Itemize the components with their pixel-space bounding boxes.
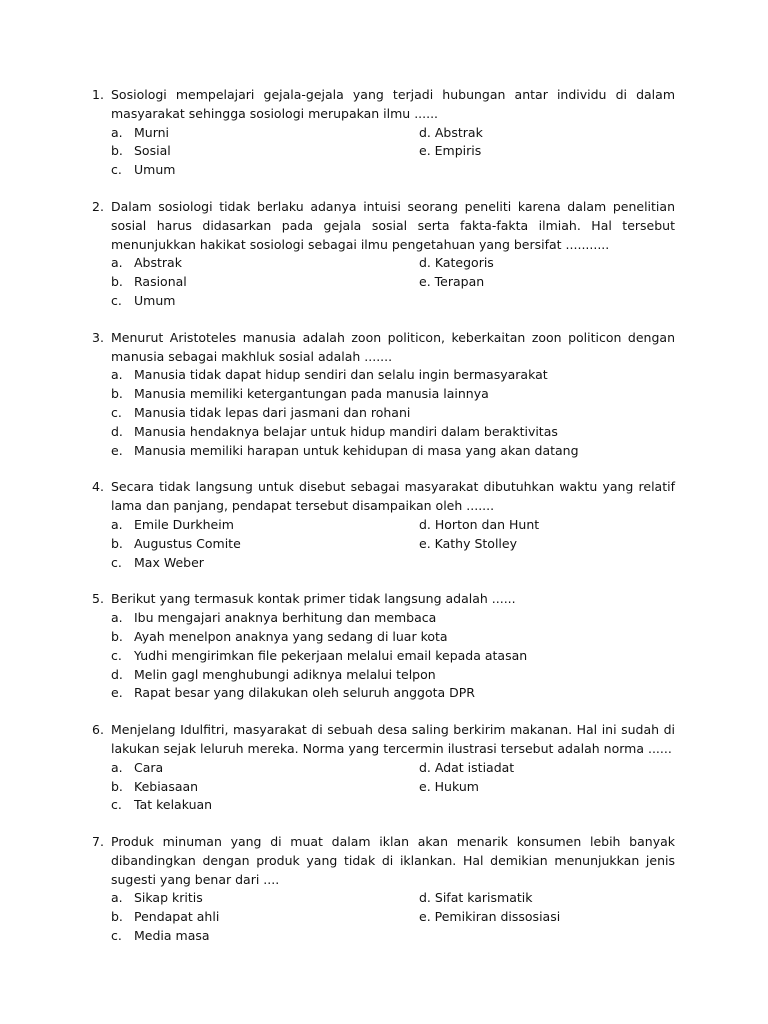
question-number: 5.: [92, 591, 104, 607]
question-5: [92, 590, 675, 703]
option-letter: e.: [111, 442, 123, 458]
answer-option: [419, 796, 675, 815]
option-letter: a.: [111, 610, 123, 626]
answer-option: [111, 908, 419, 927]
answer-option: [111, 778, 419, 797]
option-text: Melin gagl menghubungi adiknya melalui telpon: [134, 666, 436, 682]
question-text: Secara tidak langsung untuk disebut sebagai masyarakat dibutuhkan waktu yang relatif lama dan panjang, pendapat tersebut disampaikan oleh .......: [111, 479, 675, 514]
option-letter: a.: [111, 255, 123, 271]
option-letter: c.: [111, 162, 122, 178]
answer-option: e. Pemikiran dissosiasi: [419, 909, 561, 925]
question-number: 1.: [92, 87, 104, 102]
option-letter: c.: [111, 647, 122, 663]
answer-option: e. Kathy Stolley: [419, 535, 517, 551]
question-6: [92, 721, 675, 815]
option-text: Manusia memiliki harapan untuk kehidupan di masa yang akan datang: [134, 442, 579, 458]
option-letter: c.: [111, 554, 122, 570]
answer-options: [111, 124, 675, 180]
question-number: 6.: [92, 722, 104, 738]
option-text: Ibu mengajari anaknya berhitung dan membaca: [134, 610, 437, 626]
answer-option: [111, 161, 419, 180]
answer-option: [111, 423, 675, 442]
answer-option: [111, 759, 419, 778]
answer-option: [419, 927, 675, 946]
option-text: Yudhi mengirimkan file pekerjaan melalui email kepada atasan: [134, 647, 528, 663]
answer-option: [111, 254, 419, 273]
question-1: [92, 86, 675, 180]
option-letter: b.: [111, 274, 123, 290]
option-letter: a.: [111, 367, 123, 383]
option-letter: b.: [111, 778, 123, 794]
question-number: 4.: [92, 479, 104, 495]
answer-option: [111, 516, 419, 535]
question-3: [92, 329, 675, 461]
option-text: Manusia hendaknya belajar untuk hidup mandiri dalam beraktivitas: [134, 423, 558, 439]
option-text: Umum: [134, 162, 176, 178]
answer-options: [111, 516, 675, 572]
answer-option: [111, 889, 419, 908]
answer-option: [111, 796, 419, 815]
answer-option: e. Hukum: [419, 778, 479, 794]
answer-options: [111, 759, 675, 815]
answer-options: [111, 254, 675, 310]
question-7: [92, 833, 675, 946]
answer-option: [111, 142, 419, 161]
answer-option: [419, 554, 675, 573]
question-text: Produk minuman yang di muat dalam iklan akan menarik konsumen lebih banyak dibandingkan dengan produk yang tidak di iklankan. Hal demikian menunjukkan jenis sugesti yang benar dari ....: [111, 834, 675, 887]
option-text: Max Weber: [134, 554, 204, 570]
option-text: Pendapat ahli: [134, 909, 220, 925]
answer-option: e. Terapan: [419, 274, 485, 290]
option-letter: b.: [111, 628, 123, 644]
answer-option: [111, 609, 675, 628]
option-text: Kebiasaan: [134, 778, 199, 794]
answer-option: [419, 161, 675, 180]
question-number: 3.: [92, 329, 104, 345]
answer-option: [111, 292, 419, 311]
answer-option: [111, 404, 675, 423]
option-text: Manusia tidak dapat hidup sendiri dan selalu ingin bermasyarakat: [134, 367, 548, 383]
option-text: Ayah menelpon anaknya yang sedang di luar kota: [134, 628, 448, 644]
option-text: Abstrak: [134, 255, 182, 271]
option-letter: e.: [111, 685, 123, 701]
option-text: Umum: [134, 292, 176, 308]
question-4: [92, 478, 675, 572]
option-letter: a.: [111, 759, 123, 775]
option-text: Sosial: [134, 143, 171, 159]
option-text: Rapat besar yang dilakukan oleh seluruh anggota DPR: [134, 685, 475, 701]
answer-options: [111, 889, 675, 945]
answer-options: [111, 609, 675, 703]
option-letter: c.: [111, 292, 122, 308]
answer-option: [111, 647, 675, 666]
question-number: 2.: [92, 198, 104, 214]
option-text: Tat kelakuan: [134, 797, 213, 813]
option-letter: b.: [111, 143, 123, 159]
question-text: Menurut Aristoteles manusia adalah zoon politicon, keberkaitan zoon politicon dengan manusia sebagai makhluk sosial adalah .......: [111, 329, 675, 364]
answer-option: d. Kategoris: [419, 255, 494, 271]
question-text: Dalam sosiologi tidak berlaku adanya intuisi seorang peneliti karena dalam penelitian sosial harus didasarkan pada gejala sosial serta fakta-fakta ilmiah. Hal tersebut menunjukkan hakikat sosiologi sebagai ilmu pengetahuan yang bersifat ...........: [111, 198, 675, 252]
question-2: [92, 198, 675, 311]
option-text: Manusia memiliki ketergantungan pada manusia lainnya: [134, 386, 489, 402]
question-text: Berikut yang termasuk kontak primer tidak langsung adalah ......: [111, 591, 516, 607]
answer-option: [419, 292, 675, 311]
option-letter: d.: [111, 423, 123, 439]
answer-option: [111, 535, 419, 554]
option-letter: a.: [111, 516, 123, 532]
answer-options: [111, 366, 675, 460]
option-letter: a.: [111, 890, 123, 906]
answer-option: [111, 554, 419, 573]
option-letter: b.: [111, 909, 123, 925]
option-letter: c.: [111, 797, 122, 813]
answer-option: [111, 628, 675, 647]
option-text: Rasional: [134, 274, 187, 290]
answer-option: [111, 124, 419, 143]
option-letter: b.: [111, 535, 123, 551]
answer-option: [111, 927, 419, 946]
answer-option: e. Empiris: [419, 143, 482, 159]
option-letter: c.: [111, 928, 122, 944]
answer-option: [111, 684, 675, 703]
answer-option: [111, 273, 419, 292]
option-text: Murni: [134, 124, 170, 140]
answer-option: d. Sifat karismatik: [419, 890, 533, 906]
option-text: Sikap kritis: [134, 890, 203, 906]
answer-option: [111, 366, 675, 385]
answer-option: d. Horton dan Hunt: [419, 516, 540, 532]
answer-option: [111, 442, 675, 461]
option-letter: c.: [111, 404, 122, 420]
question-text: Menjelang Idulfitri, masyarakat di sebuah desa saling berkirim makanan. Hal ini sudah di lakukan sejak leluruh mereka. Norma yang tercermin ilustrasi tersebut adalah norma ......: [111, 722, 675, 756]
option-text: Media masa: [134, 928, 210, 944]
option-letter: a.: [111, 124, 123, 140]
answer-option: d. Adat istiadat: [419, 759, 515, 775]
option-letter: d.: [111, 666, 123, 682]
quiz-document: [92, 86, 675, 964]
option-text: Manusia tidak lepas dari jasmani dan rohani: [134, 404, 411, 420]
option-text: Emile Durkheim: [134, 516, 234, 532]
question-number: 7.: [92, 834, 104, 850]
option-text: Augustus Comite: [134, 535, 241, 551]
answer-option: d. Abstrak: [419, 124, 483, 140]
answer-option: [111, 666, 675, 685]
option-text: Cara: [134, 759, 164, 775]
question-text: Sosiologi mempelajari gejala-gejala yang terjadi hubungan antar individu di dalam masyarakat sehingga sosiologi merupakan ilmu ......: [111, 87, 675, 121]
option-letter: b.: [111, 386, 123, 402]
answer-option: [111, 385, 675, 404]
